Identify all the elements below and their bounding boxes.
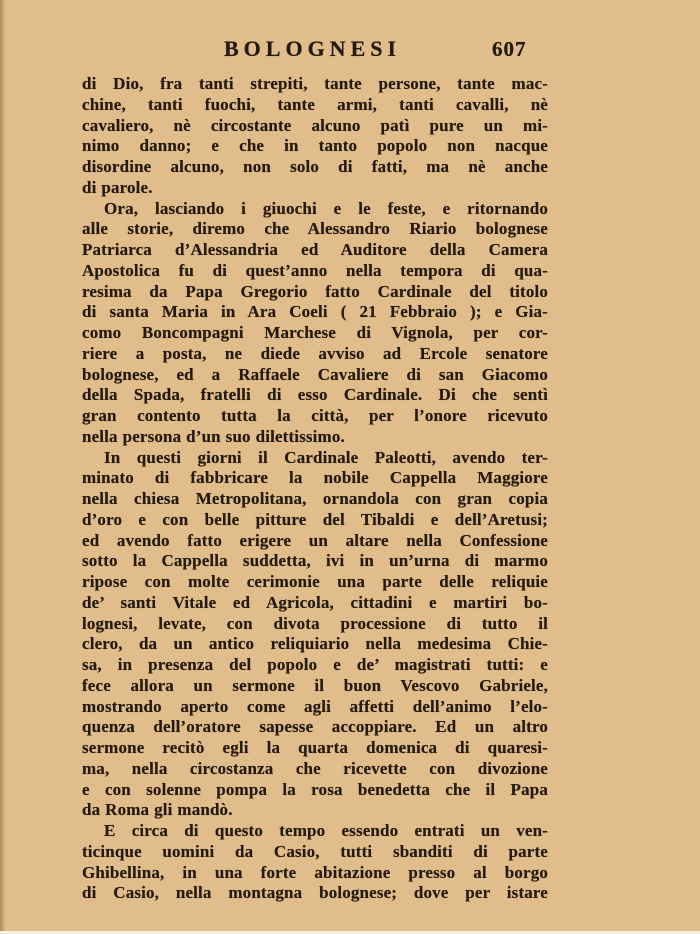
text-line: resima da Papa Gregorio fatto Cardinale del titolo [82, 281, 548, 301]
paragraph [82, 448, 548, 822]
text-line: nimo danno; e che in tanto popolo non nacque [82, 136, 548, 156]
text-line: Apostolica fu di quest’anno nella tempora di qua- [82, 260, 548, 280]
paragraph [82, 821, 548, 904]
text-line: d’oro e con belle pitture del Tibaldi e dell’Aretusi; [82, 509, 548, 529]
text-line: como Boncompagni Marchese di Vignola, per cor- [82, 323, 548, 342]
text-line: lognesi, levate, con divota processione di tutto il [82, 613, 548, 633]
text-line: Ora, lasciando i giuochi e le feste, e ritornando [104, 198, 548, 218]
text-line: Ghibellina, in una forte abitazione presso al borgo [82, 862, 548, 882]
text-block [82, 74, 548, 904]
text-line: quenza dell’oratore sapesse accoppiare. Ed un altro [82, 717, 548, 737]
text-line: ticinque uomini da Casio, tutti sbanditi di parte [82, 841, 548, 861]
text-line: chine, tanti fuochi, tante armi, tanti cavalli, nè [82, 94, 548, 114]
text-line: In questi giorni il Cardinale Paleotti, avendo ter- [104, 447, 548, 467]
text-line: di parole. [82, 177, 153, 197]
text-line: di santa Maria in Ara Coeli ( 21 Febbraio ); e Gia- [82, 302, 548, 322]
text-line: bolognese, ed a Raffaele Cavaliere di san Giacomo [82, 364, 548, 384]
text-line: riere a posta, ne diede avviso ad Ercole senatore [82, 343, 548, 363]
text-line: de’ santi Vitale ed Agricola, cittadini e martiri bo- [82, 592, 548, 612]
page-header [0, 36, 700, 64]
text-line: sermone recitò egli la quarta domenica di quaresi- [82, 738, 548, 757]
text-line: mostrando aperto come agli affetti dell’animo l’elo- [82, 696, 548, 716]
text-line: sa, in presenza del popolo e de’ magistrati tutti: e [82, 655, 548, 674]
text-line: minato di fabbricare la nobile Cappella Maggiore [82, 468, 548, 488]
text-line: ma, nella circostanza che ricevette con divozione [82, 758, 548, 778]
page-number: 607 [492, 37, 527, 61]
paragraph [82, 74, 548, 199]
text-line: nella chiesa Metropolitana, ornandola con gran copia [82, 489, 548, 508]
text-line: clero, da un antico reliquiario nella medesima Chie- [82, 634, 548, 654]
text-line: fece allora un sermone il buon Vescovo Gabriele, [82, 675, 548, 695]
text-line: ripose con molte cerimonie una parte delle reliquie [82, 572, 548, 591]
text-line: di Casio, nella montagna bolognese; dove per istare [82, 883, 548, 903]
text-line: della Spada, fratelli di esso Cardinale. Di che sentì [82, 385, 548, 405]
text-line: gran contento tutta la città, per l’onore ricevuto [82, 406, 548, 425]
text-line: E circa di questo tempo essendo entrati un ven- [104, 821, 548, 840]
running-title: BOLOGNESI [224, 36, 402, 61]
text-line: Patriarca d’Alessandria ed Auditore della Camera [82, 240, 548, 259]
text-line: e con solenne pompa la rosa benedetta che il Papa [82, 779, 548, 799]
text-line: cavaliero, nè circostante alcuno patì pure un mi- [82, 115, 548, 135]
paragraph [82, 199, 548, 448]
text-line: alle storie, diremo che Alessandro Riario bolognese [82, 219, 548, 239]
text-line: ed avendo fatto erigere un altare nella Confessione [82, 530, 548, 550]
text-line: di Dio, fra tanti strepiti, tante persone, tante mac- [82, 74, 548, 93]
text-line: da Roma gli mandò. [82, 800, 233, 820]
text-line: sotto la Cappella suddetta, ivi in un’urna di marmo [82, 551, 548, 571]
text-line: nella persona d’un suo dilettissimo. [82, 426, 345, 446]
text-line: disordine alcuno, non solo di fatti, ma nè anche [82, 157, 548, 176]
